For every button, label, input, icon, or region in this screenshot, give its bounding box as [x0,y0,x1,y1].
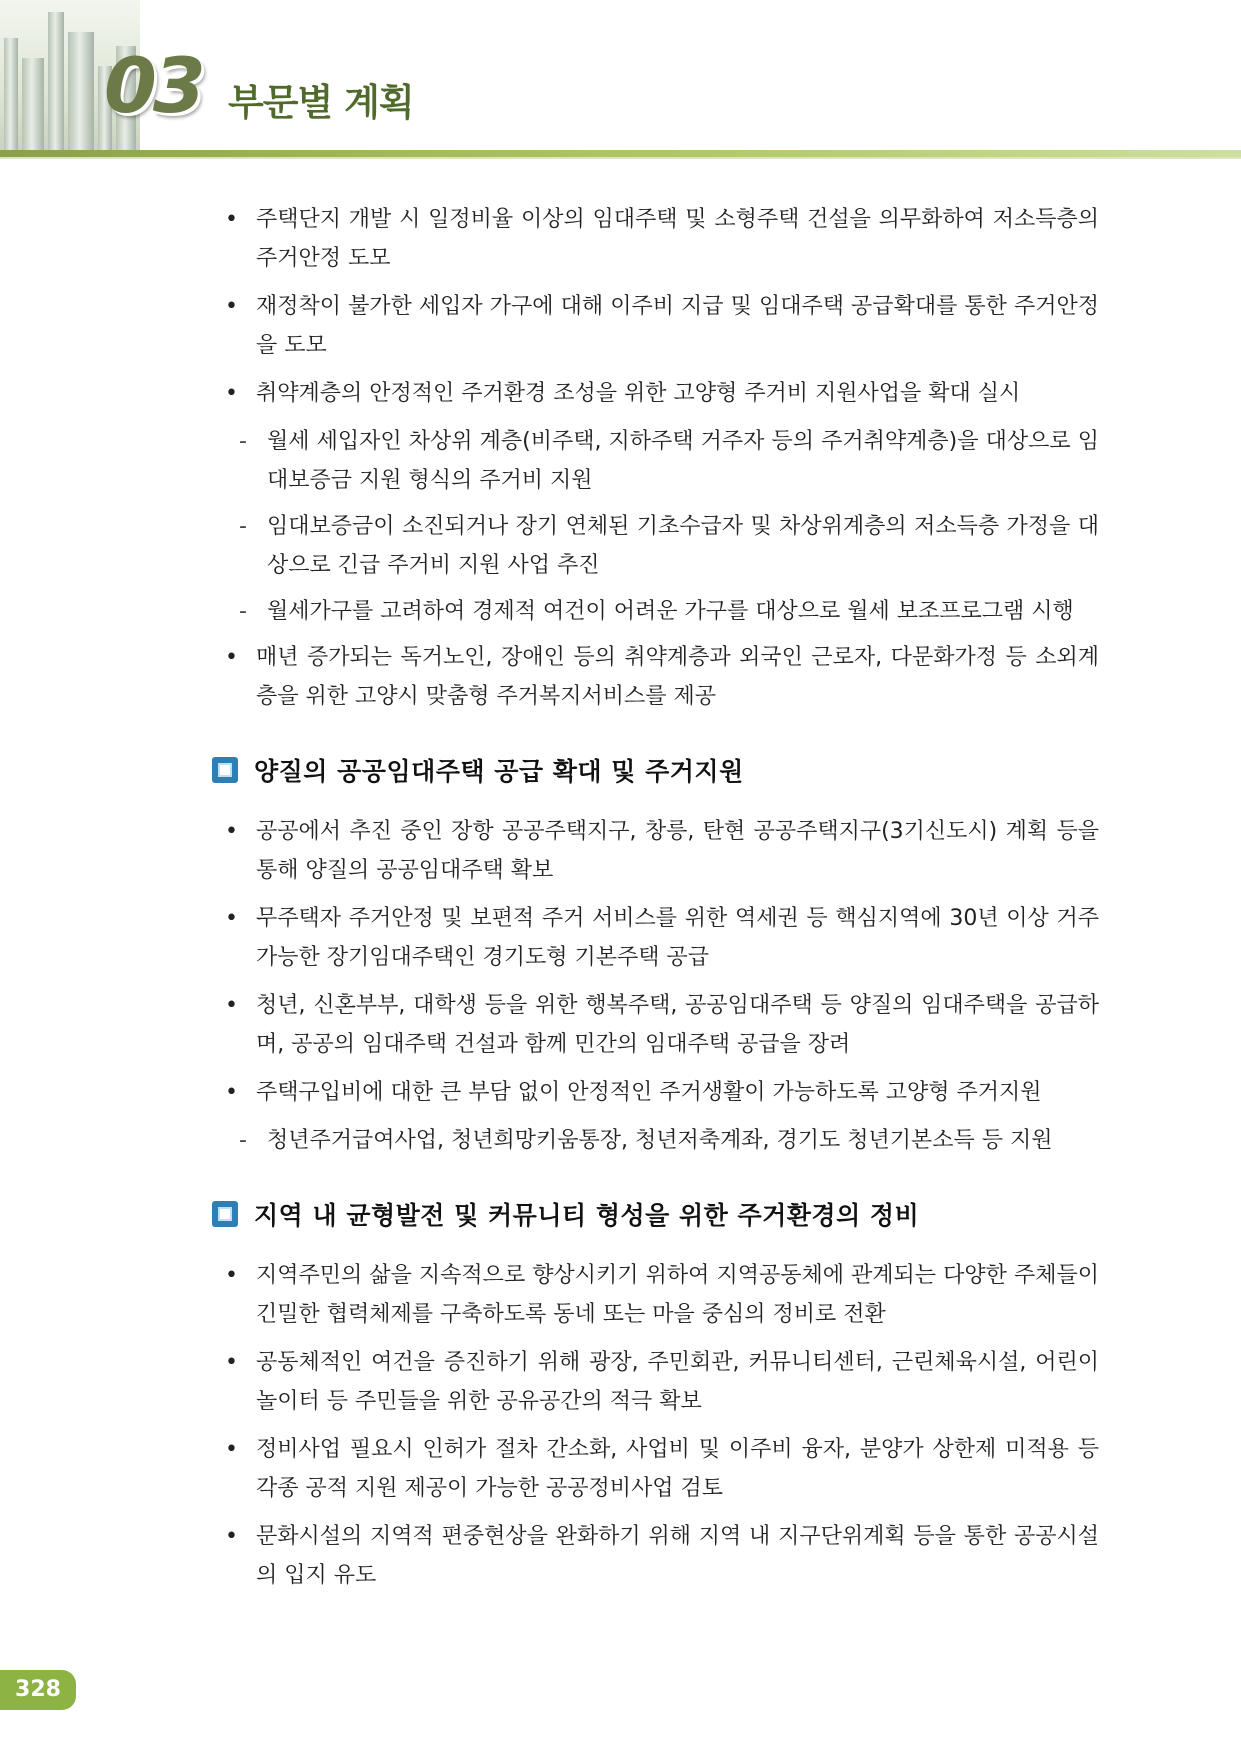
list-item-text: 재정착이 불가한 세입자 가구에 대해 이주비 지급 및 임대주택 공급확대를 통한 주거안정을 도모 [256,294,1099,358]
list-item-text: 월세가구를 고려하여 경제적 여건이 어려운 가구를 대상으로 월세 보조프로그램 시행 [267,599,1074,624]
building-shape [68,32,94,150]
page-header [0,0,1241,165]
bullet-marker: • [225,1263,238,1288]
list-item [225,986,1099,1064]
document-body [0,200,1241,1604]
bullet-marker: • [225,906,238,931]
sub-list-item [239,422,1099,500]
sub-list-item [239,1121,1099,1160]
page-number: 328 [0,1670,76,1710]
list-item [225,899,1099,977]
list-item [225,374,1099,413]
list-item-text: 지역주민의 삶을 지속적으로 향상시키기 위하여 지역공동체에 관계되는 다양한 주체들이 긴밀한 협력체제를 구축하도록 동네 또는 마을 중심의 정비로 전환 [256,1263,1099,1327]
bullet-marker: • [225,294,238,319]
sub-list-item [239,592,1099,631]
bullet-marker: • [225,1350,238,1375]
list-item-text: 주택구입비에 대한 큰 부담 없이 안정적인 주거생활이 가능하도록 고양형 주거지원 [256,1080,1042,1105]
list-item-text: 공동체적인 여건을 증진하기 위해 광장, 주민회관, 커뮤니티센터, 근린체육시설, 어린이놀이터 등 주민들을 위한 공유공간의 적극 확보 [256,1350,1099,1414]
list-item-text: 청년, 신혼부부, 대학생 등을 위한 행복주택, 공공임대주택 등 양질의 임대주택을 공급하며, 공공의 임대주택 건설과 함께 민간의 임대주택 공급을 장려 [256,993,1099,1057]
building-shape [22,58,44,150]
bullet-marker: • [225,207,238,232]
list-item-text: 청년주거급여사업, 청년희망키움통장, 청년저축계좌, 경기도 청년기본소득 등 지원 [267,1128,1053,1153]
list-item [225,1430,1099,1508]
dash-marker: - [239,1128,247,1153]
section-title: 지역 내 균형발전 및 커뮤니티 형성을 위한 주거환경의 정비 [254,1201,920,1230]
bullet-marker: • [225,1437,238,1462]
header-divider-shadow [0,157,1241,159]
list-item [225,200,1099,278]
chapter-number: 03 [104,41,202,130]
list-item-text: 주택단지 개발 시 일정비율 이상의 임대주택 및 소형주택 건설을 의무화하여 저소득층의 주거안정 도모 [256,207,1099,271]
list-item-text: 공공에서 추진 중인 장항 공공주택지구, 창릉, 탄현 공공주택지구(3기신도시) 계획 등을 통해 양질의 공공임대주택 확보 [256,819,1099,883]
square-bullet-icon [212,1201,238,1227]
building-shape [4,38,18,150]
bullet-marker: • [225,819,238,844]
bullet-marker: • [225,381,238,406]
chapter-title: 부문별 계획 [228,81,414,124]
list-item-text: 월세 세입자인 차상위 계층(비주택, 지하주택 거주자 등의 주거취약계층)을 대상으로 임대보증금 지원 형식의 주거비 지원 [267,429,1099,493]
list-item-text: 매년 증가되는 독거노인, 장애인 등의 취약계층과 외국인 근로자, 다문화가정 등 소외계층을 위한 고양시 맞춤형 주거복지서비스를 제공 [256,645,1099,709]
bullet-marker: • [225,645,238,670]
section-title: 양질의 공공임대주택 공급 확대 및 주거지원 [254,757,744,786]
list-item [225,1343,1099,1421]
list-item [225,638,1099,716]
header-divider [0,150,1241,157]
list-item [225,1517,1099,1595]
dash-marker: - [239,599,247,624]
list-item [225,1256,1099,1334]
sub-list-item [239,507,1099,585]
list-item-text: 정비사업 필요시 인허가 절차 간소화, 사업비 및 이주비 융자, 분양가 상한제 미적용 등 각종 공적 지원 제공이 가능한 공공정비사업 검토 [256,1437,1099,1501]
bullet-marker: • [225,993,238,1018]
square-bullet-icon [212,757,238,783]
list-item [225,1073,1099,1112]
dash-marker: - [239,429,247,454]
section-heading [212,750,1241,790]
list-item-text: 취약계층의 안정적인 주거환경 조성을 위한 고양형 주거비 지원사업을 확대 실시 [256,381,1021,406]
list-item [225,287,1099,365]
building-shape [48,12,64,150]
list-item-text: 임대보증금이 소진되거나 장기 연체된 기초수급자 및 차상위계층의 저소득층 가정을 대상으로 긴급 주거비 지원 사업 추진 [267,514,1099,578]
list-item-text: 문화시설의 지역적 편중현상을 완화하기 위해 지역 내 지구단위계획 등을 통한 공공시설의 입지 유도 [256,1524,1099,1588]
list-item [225,812,1099,890]
bullet-marker: • [225,1080,238,1105]
section-heading [212,1194,1241,1234]
dash-marker: - [239,514,247,539]
list-item-text: 무주택자 주거안정 및 보편적 주거 서비스를 위한 역세권 등 핵심지역에 30년 이상 거주가능한 장기임대주택인 경기도형 기본주택 공급 [256,906,1099,970]
bullet-marker: • [225,1524,238,1549]
